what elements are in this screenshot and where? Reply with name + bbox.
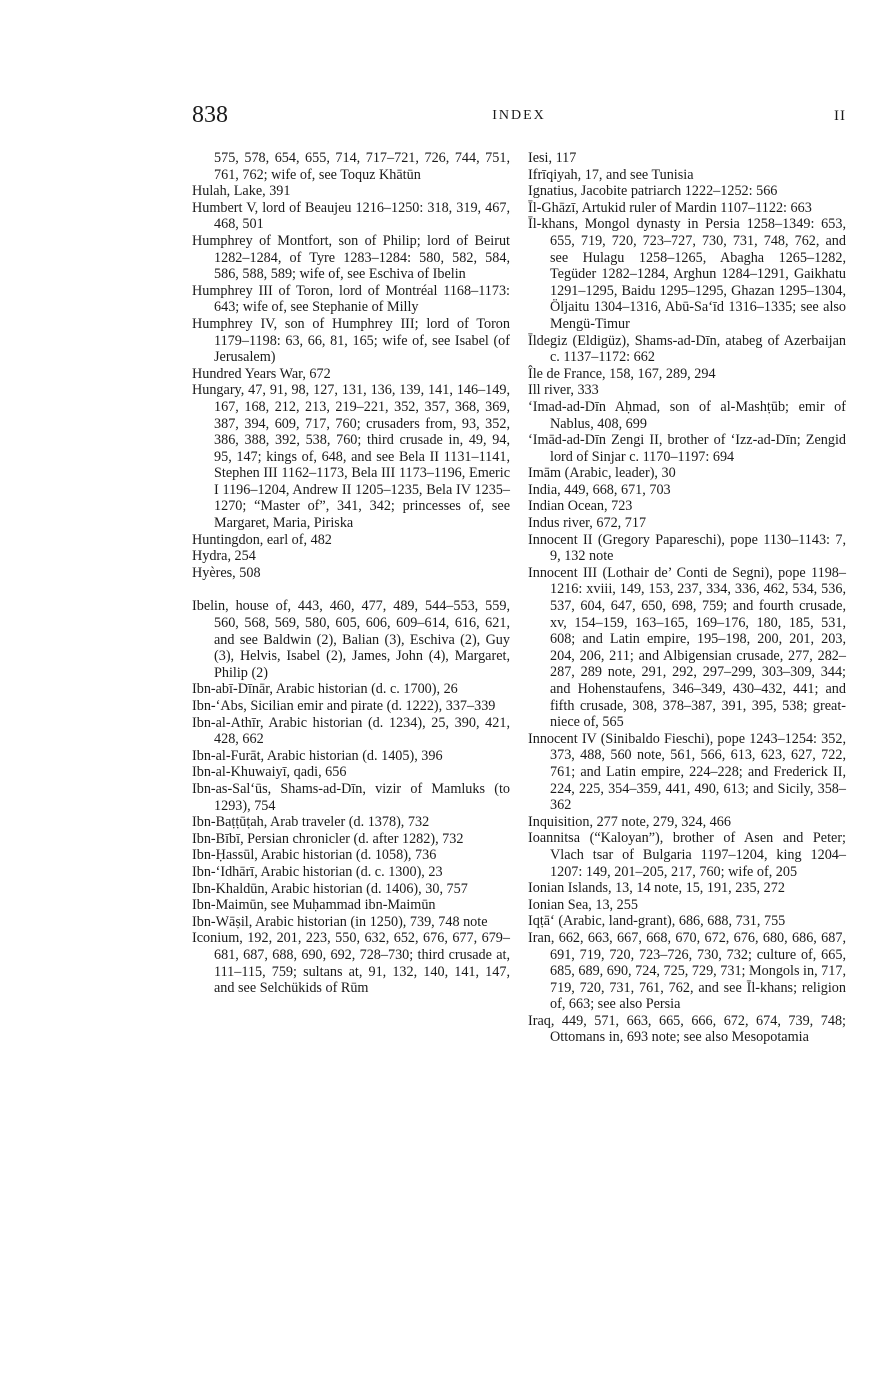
index-entry: Innocent II (Gregory Papareschi), pope 1130–1143: 7, 9, 132 note	[528, 531, 846, 565]
index-entry: Ibn-Wāṣil, Arabic historian (in 1250), 739, 748 note	[192, 913, 488, 930]
index-entry: Ifrīqiyah, 17, and see Tunisia	[528, 166, 694, 183]
index-entry: Ibn-‘Abs, Sicilian emir and pirate (d. 1222), 337–339	[192, 698, 496, 714]
index-entry: Île de France, 158, 167, 289, 294	[528, 365, 716, 382]
index-entry: ‘Imad-ad-Dīn Aḥmad, son of al-Mashṭūb; emir of Nablus, 408, 699	[528, 398, 846, 432]
index-entry: Ibn-as-Sal‘ūs, Shams-ad-Dīn, vizir of Mamluks (to 1293), 754	[192, 780, 510, 814]
index-entry: Iesi, 117	[528, 150, 577, 166]
index-entry: Ill river, 333	[528, 382, 599, 399]
index-entry: ‘Imād-ad-Dīn Zengi II, brother of ‘Izz-ad-Dīn; Zengid lord of Sinjar c. 1170–1197: 694	[528, 432, 846, 465]
index-entry: Īl-Ghāzī, Artukid ruler of Mardin 1107–1122: 663	[528, 199, 812, 216]
index-entry: Ionian Sea, 13, 255	[528, 896, 638, 913]
index-entry: Humphrey III of Toron, lord of Montréal 1168–1173: 643; wife of, see Stephanie of Milly	[192, 282, 510, 316]
page-number: 838	[192, 102, 228, 128]
index-entry: Ibn-Ḥassūl, Arabic historian (d. 1058), 736	[192, 847, 437, 864]
index-entry: Humphrey of Montfort, son of Philip; lord of Beirut 1282–1284, of Tyre 1283–1284: 580, 582, 584, 586, 588, 589; wife of, see Eschiva of Ibelin	[192, 232, 510, 283]
volume-number: II	[834, 108, 846, 124]
index-entry: Innocent IV (Sinibaldo Fieschi), pope 1243–1254: 352, 373, 488, 560 note, 561, 566, 613, 623, 627, 722, 761; and Latin empire, 224–228; and Frederick II, 224, 225, 354–359, 441, 490, 613; and Sicily, 358–362	[528, 730, 846, 814]
index-entry: Ibn-abī-Dīnār, Arabic historian (d. c. 1700), 26	[192, 681, 458, 698]
index-entry: Ibn-al-Athīr, Arabic historian (d. 1234), 25, 390, 421, 428, 662	[192, 714, 510, 748]
index-entry: Humphrey IV, son of Humphrey III; lord of Toron 1179–1198: 63, 66, 81, 165; wife of, see Isabel (of Jerusalem)	[192, 315, 510, 366]
index-entry: Iqṭā‘ (Arabic, land-grant), 686, 688, 731, 755	[528, 913, 786, 930]
index-entry: Ibn-al-Khuwaiyī, qadi, 656	[192, 764, 347, 781]
section-gap	[192, 581, 510, 598]
index-entry: Ioannitsa (“Kaloyan”), brother of Asen and Peter; Vlach tsar of Bulgaria 1197–1204, king 1204–1207: 149, 201–205, 217, 760; wife of, 205	[528, 830, 846, 880]
index-entry: Ibn-al-Furāt, Arabic historian (d. 1405), 396	[192, 747, 443, 764]
index-entry: Iraq, 449, 571, 663, 665, 666, 672, 674, 739, 748; Ottomans in, 693 note; see also Mesopotamia	[528, 1012, 846, 1046]
index-entry: Ibelin, house of, 443, 460, 477, 489, 544–553, 559, 560, 568, 569, 580, 605, 606, 609–614, 616, 621, and see Baldwin (2), Balian (3), Eschiva (2), Guy (3), Helvis, Isabel (2), James, John (4), Margaret, Philip (2)	[192, 598, 510, 681]
index-entry: Hundred Years War, 672	[192, 365, 331, 382]
index-entry: Inquisition, 277 note, 279, 324, 466	[528, 813, 731, 830]
index-entry: India, 449, 668, 671, 703	[528, 481, 671, 498]
index-column-left	[192, 150, 510, 997]
index-entry: Ibn-Baṭṭūṭah, Arab traveler (d. 1378), 732	[192, 814, 430, 831]
index-entry: Humbert V, lord of Beaujeu 1216–1250: 318, 319, 467, 468, 501	[192, 199, 510, 233]
index-entry: Hyères, 508	[192, 564, 261, 581]
page-header	[192, 102, 846, 132]
index-entry: Indus river, 672, 717	[528, 515, 647, 532]
index-entry: Imām (Arabic, leader), 30	[528, 465, 676, 482]
index-entry: Ibn-Khaldūn, Arabic historian (d. 1406), 30, 757	[192, 880, 468, 897]
index-entry: Ionian Islands, 13, 14 note, 15, 191, 235, 272	[528, 880, 785, 897]
index-entry: Īldegiz (Eldigüz), Shams-ad-Dīn, atabeg of Azerbaijan c. 1137–1172: 662	[528, 332, 846, 366]
index-column-right	[528, 150, 846, 1046]
index-entry: Ibn-Bībī, Persian chronicler (d. after 1282), 732	[192, 830, 464, 847]
index-entry: Hulah, Lake, 391	[192, 183, 291, 200]
index-entry: Iconium, 192, 201, 223, 550, 632, 652, 676, 677, 679–681, 687, 688, 690, 692, 728–730; third crusade at, 111–115, 759; sultans at, 91, 132, 140, 141, 147, and see Selchükids of Rūm	[192, 930, 510, 997]
index-entry: Hungary, 47, 91, 98, 127, 131, 136, 139, 141, 146–149, 167, 168, 212, 213, 219–221, 352, 357, 368, 369, 387, 394, 609, 717, 760; crusaders from, 93, 352, 386, 388, 392, 538, 760; third crusade in, 49, 94, 95, 147; kings of, 648, and see Bela II 1131–1141, Stephen III 1162–1173, Bela III 1173–1196, Emeric I 1196–1204, Andrew II 1205–1235, Bela IV 1235–1270; “Master of”, 341, 342; princesses of, see Margaret, Maria, Piriska	[192, 382, 510, 532]
index-entry: Īl-khans, Mongol dynasty in Persia 1258–1349: 653, 655, 719, 720, 723–727, 730, 731, 748, 762, and see Hulagu 1258–1265, Abagha 1265–1282, Tegüder 1282–1284, Arghun 1284–1291, Gaikhatu 1291–1295, Baidu 1295–1295, Ghazan 1295–1304, Öljaitu 1304–1316, Abū-Sa‘īd 1316–1335; see also Mengü-Timur	[528, 216, 846, 332]
running-title: INDEX	[492, 108, 546, 123]
index-entry: Hydra, 254	[192, 548, 256, 565]
index-entry: Indian Ocean, 723	[528, 498, 633, 515]
index-entry: Ibn-Maimūn, see Muḥammad ibn-Maimūn	[192, 897, 436, 914]
index-entry: Ibn-‘Idhārī, Arabic historian (d. c. 1300), 23	[192, 863, 443, 880]
index-entry: Innocent III (Lothair de’ Conti de Segni), pope 1198–1216: xviii, 149, 153, 237, 334, 336, 462, 534, 536, 537, 604, 647, 650, 698, 759; and fourth crusade, xv, 154–159, 163–165, 169–176, 180, 185, 531, 608; and Latin empire, 195–198, 200, 201, 203, 204, 206, 211; and Albigensian crusade, 277, 282–287, 289 note, 291, 292, 297–299, 303–309, 344; and Hohenstaufens, 346–349, 430–432, 441; and fifth crusade, 308, 378–387, 391, 395, 538; great-niece of, 565	[528, 564, 846, 731]
index-entry: Iran, 662, 663, 667, 668, 670, 672, 676, 680, 686, 687, 691, 719, 720, 723–726, 730, 732; culture of, 665, 685, 689, 690, 724, 725, 729, 731; Mongols in, 717, 719, 720, 731, 761, 762, and see Īl-khans; religion of, 663; see also Persia	[528, 929, 846, 1013]
index-entry: 575, 578, 654, 655, 714, 717–721, 726, 744, 751, 761, 762; wife of, see Toquz Khātūn	[214, 150, 510, 183]
index-entry: Ignatius, Jacobite patriarch 1222–1252: 566	[528, 183, 778, 200]
index-entry: Huntingdon, earl of, 482	[192, 531, 332, 548]
